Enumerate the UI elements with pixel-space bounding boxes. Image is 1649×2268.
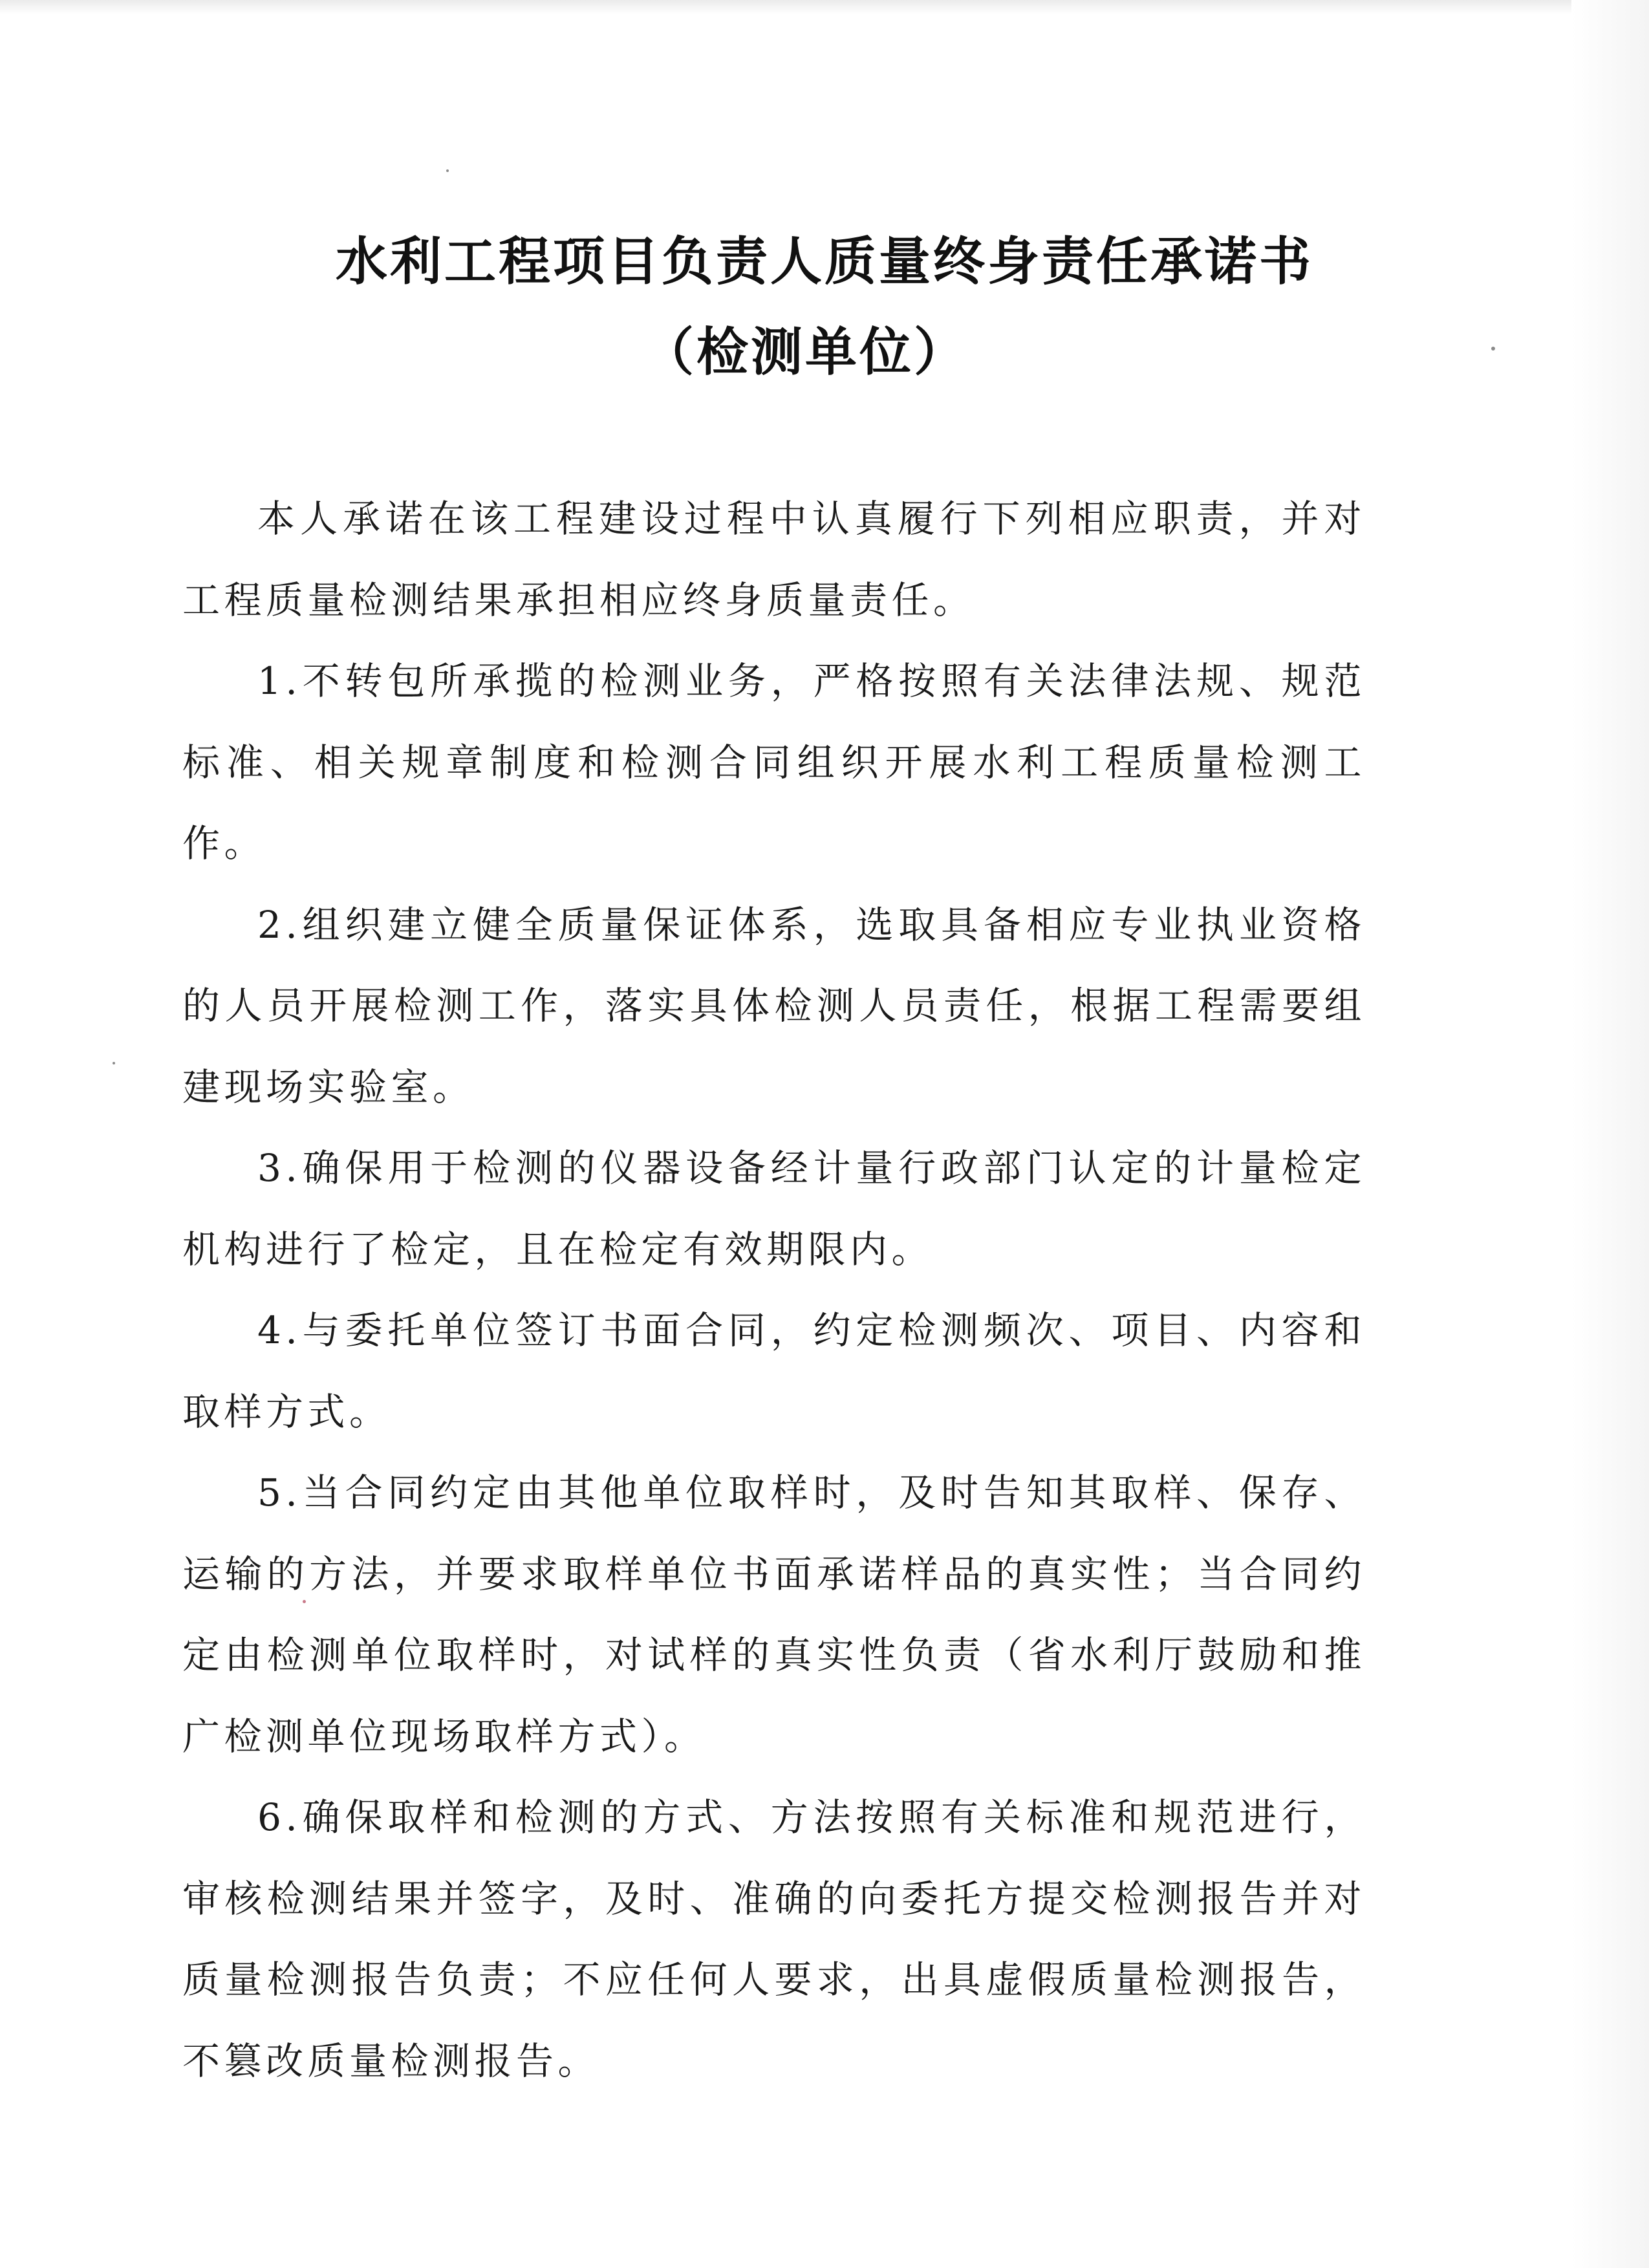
document-subtitle: （检测单位） [642,322,968,382]
clause-paragraph-2: 2.组织建立健全质量保证体系，选取具备相应专业执业资格的人员开展检测工作，落实具体检测人员责任，根据工程需要组建现场实验室。 [182,902,1366,1109]
clause-paragraph-5: 5.当合同约定由其他单位取样时，及时告知其取样、保存、运输的方法，并要求取样单位书面承诺样品的真实性；当合同约定由检测单位取样时，对试样的真实性负责（省水利厅鼓励和推广检测单位现场取样方式）。 [182,1471,1366,1758]
document-title: 水利工程项目负责人质量终身责任承诺书 [336,232,1313,292]
scan-speck [446,169,449,172]
clause-paragraph-4: 4.与委托单位签订书面合同，约定检测频次、项目、内容和取样方式。 [182,1308,1366,1434]
clause-paragraph-3: 3.确保用于检测的仪器设备经计量行政部门认定的计量检定机构进行了检定，且在检定有效期限内。 [182,1146,1366,1271]
document-body [182,479,1366,2102]
intro-paragraph: 本人承诺在该工程建设过程中认真履行下列相应职责，并对工程质量检测结果承担相应终身质量责任。 [182,497,1366,622]
clause-paragraph-6: 6.确保取样和检测的方式、方法按照有关标准和规范进行，审核检测结果并签字，及时、准确的向委托方提交检测报告并对质量检测报告负责；不应任何人要求，出具虚假质量检测报告，不篡改质量检测报告。 [182,1795,1366,2083]
scan-speck [113,1062,115,1064]
scan-speck [303,1600,306,1603]
scan-speck [1491,347,1495,351]
clause-paragraph-1: 1.不转包所承揽的检测业务，严格按照有关法律法规、规范标准、相关规章制度和检测合同组织开展水利工程质量检测工作。 [182,659,1366,865]
